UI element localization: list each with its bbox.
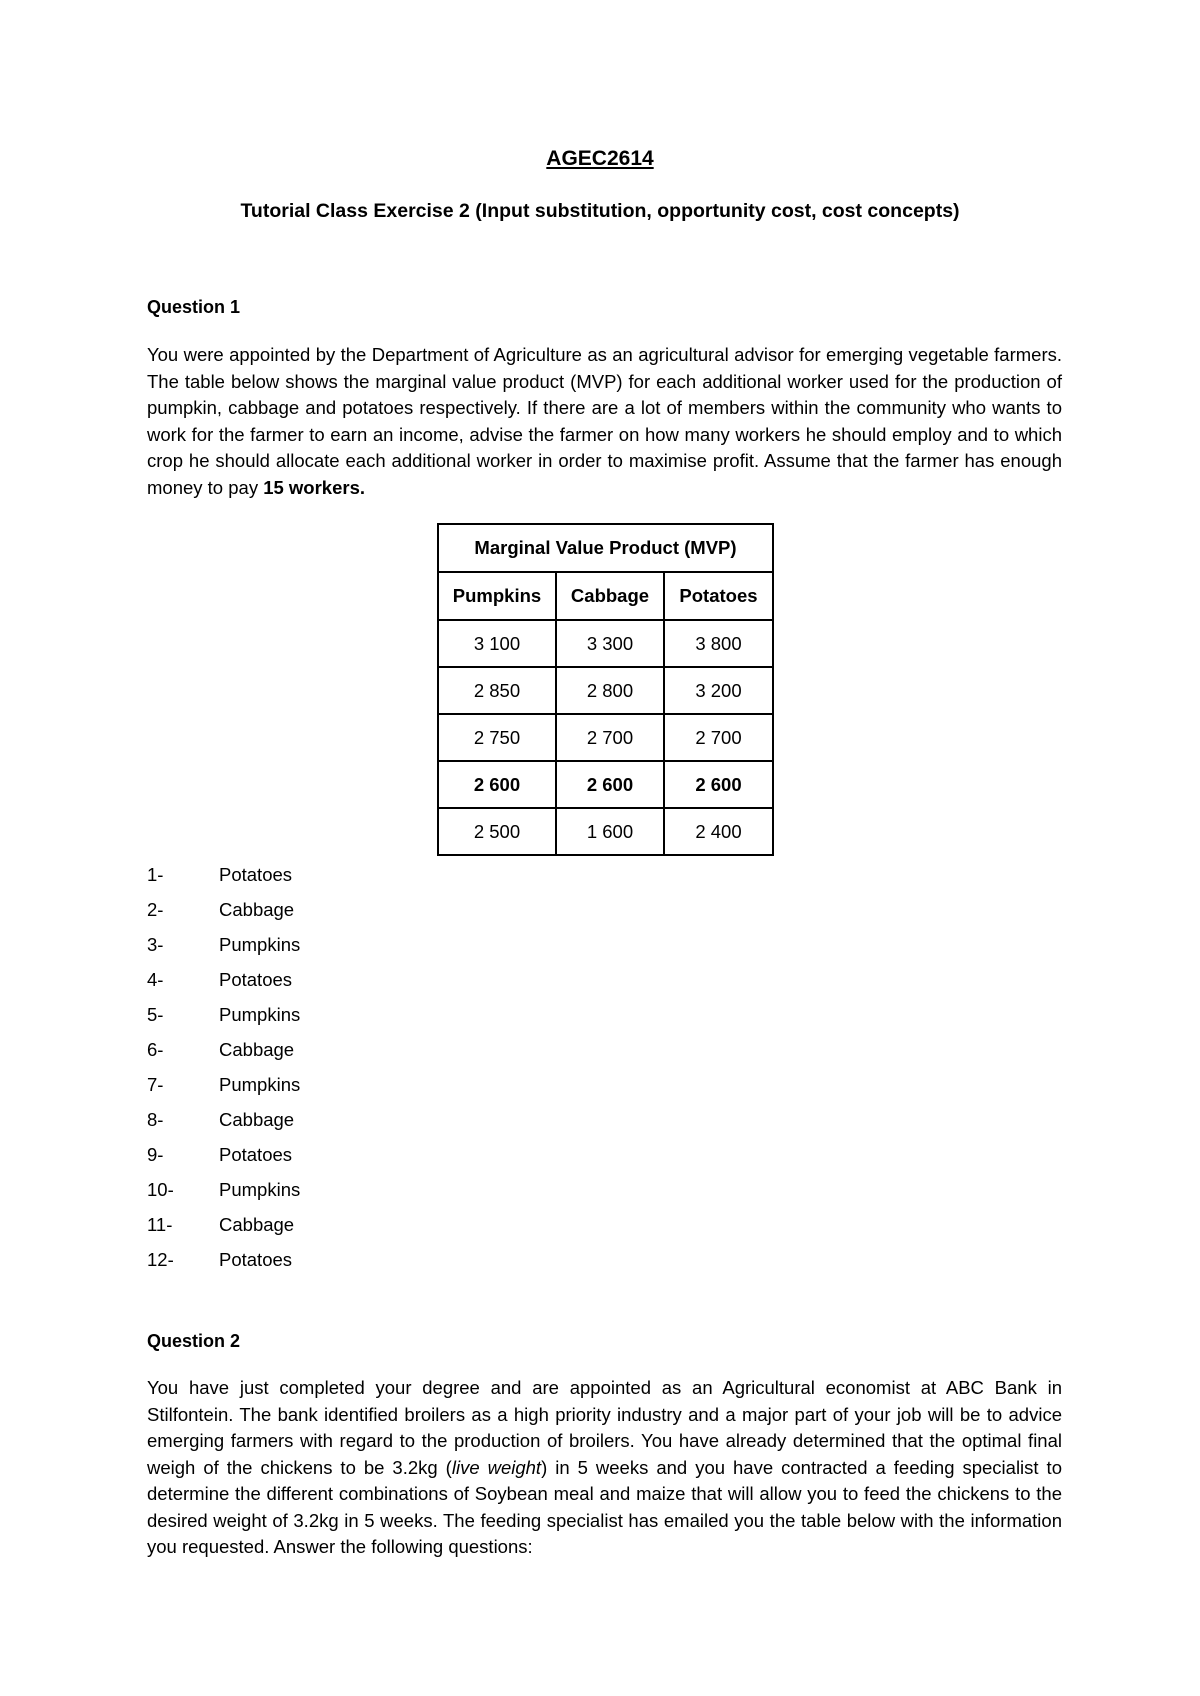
- list-number: 4-: [147, 969, 164, 990]
- list-crop: Pumpkins: [219, 934, 301, 955]
- question-1-heading: Question 1: [147, 297, 241, 317]
- list-crop: Potatoes: [219, 1144, 293, 1165]
- worker-allocation-list: [147, 864, 300, 1284]
- exercise-subtitle: Tutorial Class Exercise 2 (Input substitution, opportunity cost, cost concepts): [240, 200, 960, 222]
- list-number: 2-: [147, 899, 164, 920]
- list-number: 7-: [147, 1074, 164, 1095]
- mvp-cell: 3 800: [664, 620, 773, 667]
- list-number: 11-: [147, 1214, 173, 1235]
- list-number: 5-: [147, 1004, 164, 1025]
- list-item: [147, 1179, 300, 1214]
- mvp-cell: 2 500: [438, 808, 556, 855]
- question-2-italic-live-weight: live weight: [451, 1456, 542, 1478]
- course-code: AGEC2614: [546, 147, 654, 170]
- list-crop: Cabbage: [219, 899, 295, 920]
- list-item: [147, 1214, 300, 1249]
- mvp-table: [437, 523, 774, 856]
- list-crop: Potatoes: [219, 1249, 293, 1270]
- list-crop: Potatoes: [219, 969, 293, 990]
- list-number: 3-: [147, 934, 164, 955]
- question-1-text: [147, 342, 1062, 501]
- table-row: [438, 808, 773, 855]
- mvp-cell: 2 850: [438, 667, 556, 714]
- list-number: 8-: [147, 1109, 164, 1130]
- list-number: 9-: [147, 1144, 164, 1165]
- question-2-text: [147, 1375, 1062, 1561]
- question-2-body-part1: You have just completed your degree and are appointed as an Agricultural economist at ABC Bank in Stilfontein. The bank identified broilers as a high priority industry and a major part of your job will be to advice emerging farmers with regard to the production of broilers. You have already determined that the optimal final weigh of the chickens to be 3.2kg (: [147, 1377, 1062, 1478]
- list-number: 12-: [147, 1249, 174, 1270]
- mvp-cell: 3 300: [556, 620, 664, 667]
- list-item: [147, 1249, 300, 1284]
- mvp-cell: 2 600: [438, 761, 556, 808]
- list-crop: Cabbage: [219, 1039, 295, 1060]
- mvp-col-header: Pumpkins: [438, 572, 556, 620]
- list-item: [147, 1074, 300, 1109]
- list-number: 6-: [147, 1039, 164, 1060]
- question-2-heading: Question 2: [147, 1331, 241, 1351]
- mvp-table-title: Marginal Value Product (MVP): [438, 524, 773, 572]
- mvp-cell: 2 700: [556, 714, 664, 761]
- list-crop: Pumpkins: [219, 1004, 301, 1025]
- list-item: [147, 1004, 300, 1039]
- list-item: [147, 1039, 300, 1074]
- list-crop: Pumpkins: [219, 1179, 301, 1200]
- list-number: 10-: [147, 1179, 174, 1200]
- mvp-cell: 2 750: [438, 714, 556, 761]
- mvp-cell: 2 800: [556, 667, 664, 714]
- mvp-cell: 3 100: [438, 620, 556, 667]
- mvp-col-header: Cabbage: [556, 572, 664, 620]
- table-row: [438, 667, 773, 714]
- mvp-cell: 1 600: [556, 808, 664, 855]
- mvp-col-header: Potatoes: [664, 572, 773, 620]
- list-item: [147, 969, 300, 1004]
- list-crop: Cabbage: [219, 1109, 295, 1130]
- list-item: [147, 1109, 300, 1144]
- list-crop: Cabbage: [219, 1214, 295, 1235]
- list-number: 1-: [147, 864, 164, 885]
- mvp-cell: 2 700: [664, 714, 773, 761]
- table-row: [438, 714, 773, 761]
- question-1-bold-workers: 15 workers.: [263, 476, 366, 498]
- mvp-cell: 2 400: [664, 808, 773, 855]
- question-2-body-part2: ) in 5 weeks and you have contracted a feeding specialist to determine the different combinations of Soybean meal and maize that will allow you to feed the chickens to the desired weight of 3.2kg in 5 weeks. The feeding specialist has emailed you the table below with the information you requested. Answer the following questions:: [147, 1456, 1062, 1557]
- table-row: [438, 620, 773, 667]
- list-item: [147, 864, 300, 899]
- list-crop: Potatoes: [219, 864, 293, 885]
- mvp-cell: 3 200: [664, 667, 773, 714]
- question-1-body: You were appointed by the Department of Agriculture as an agricultural advisor for emerging vegetable farmers. The table below shows the marginal value product (MVP) for each additional worker used for the production of pumpkin, cabbage and potatoes respectively. If there are a lot of members within the community who wants to work for the farmer to earn an income, advise the farmer on how many workers he should employ and to which crop he should allocate each additional worker in order to maximise profit. Assume that the farmer has enough money to pay: [147, 344, 1062, 498]
- list-item: [147, 1144, 300, 1179]
- list-item: [147, 934, 300, 969]
- list-item: [147, 899, 300, 934]
- table-row-highlighted: [438, 761, 773, 808]
- list-crop: Pumpkins: [219, 1074, 301, 1095]
- mvp-cell: 2 600: [556, 761, 664, 808]
- mvp-cell: 2 600: [664, 761, 773, 808]
